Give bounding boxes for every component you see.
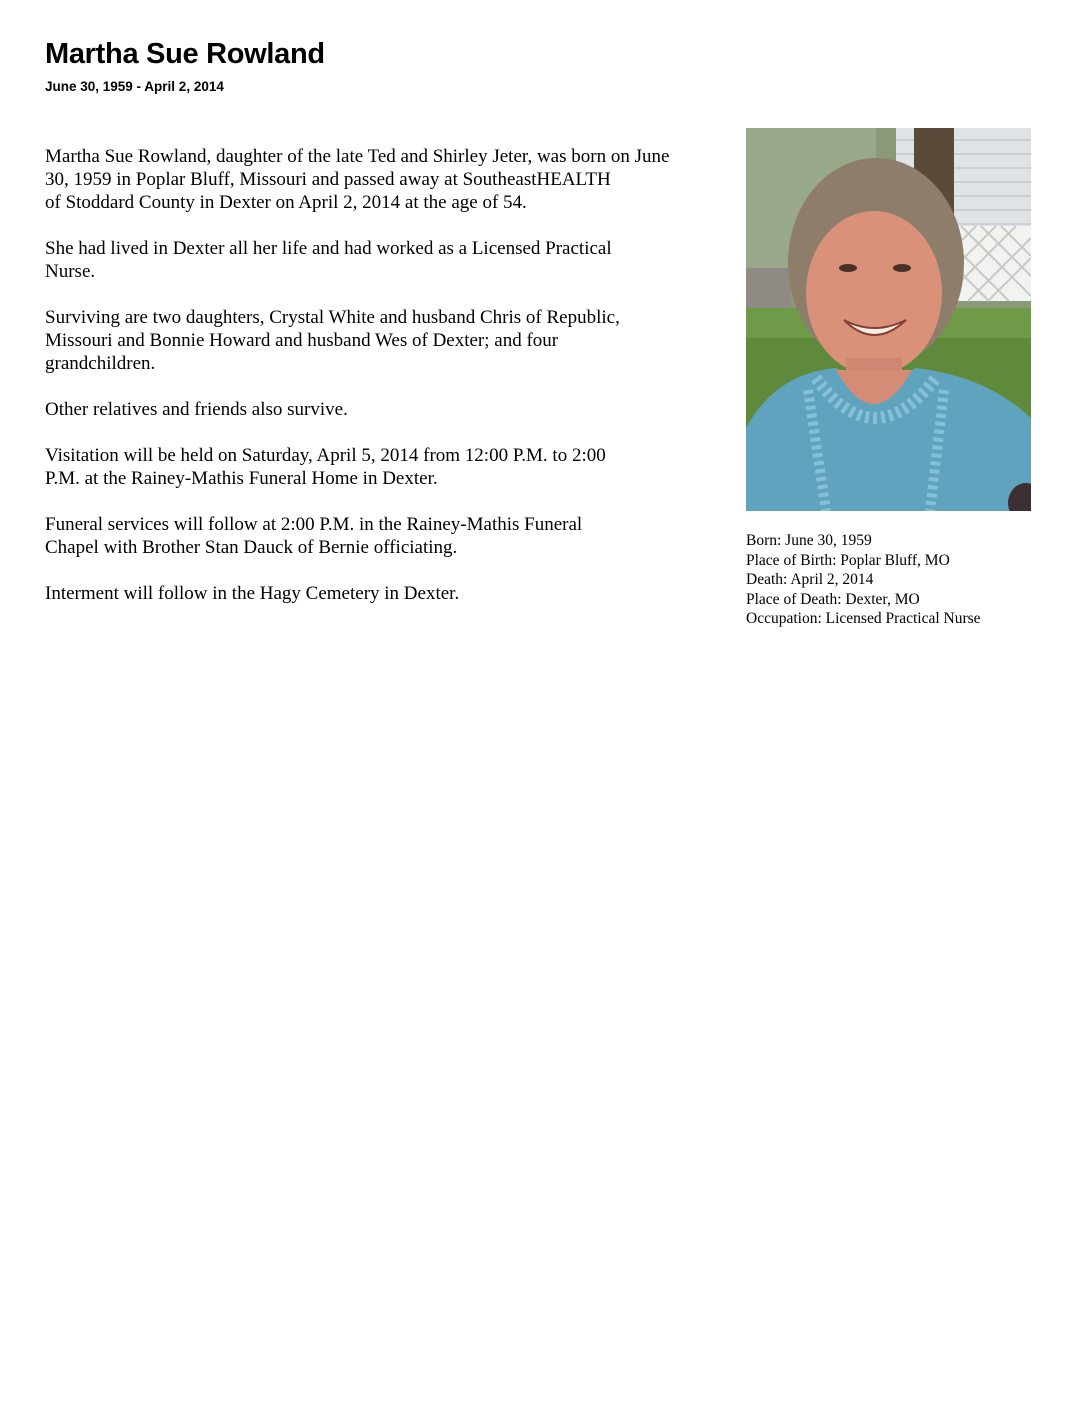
portrait-photo bbox=[746, 128, 1031, 511]
paragraph-funeral: Funeral services will follow at 2:00 P.M. in the Rainey-Mathis Funeral Chapel with Brother Stan Dauck of Bernie officiating. bbox=[45, 514, 583, 558]
obituary-body bbox=[45, 145, 775, 628]
paragraph-life: She had lived in Dexter all her life and had worked as a Licensed Practical Nurse. bbox=[45, 238, 612, 282]
fact-occupation: Occupation: Licensed Practical Nurse bbox=[746, 610, 981, 627]
fact-place-of-death: Place of Death: Dexter, MO bbox=[746, 590, 920, 608]
paragraph-other-relatives: Other relatives and friends also survive. bbox=[45, 399, 348, 420]
fact-death: Death: April 2, 2014 bbox=[746, 571, 874, 588]
paragraph-survivors: Surviving are two daughters, Crystal White and husband Chris of Republic, Missouri and Bonnie Howard and husband Wes of Dexter; and four grandchildren. bbox=[45, 307, 620, 374]
paragraph-visitation: Visitation will be held on Saturday, April 5, 2014 from 12:00 P.M. to 2:00 P.M. at the Rainey-Mathis Funeral Home in Dexter. bbox=[45, 445, 606, 489]
paragraph-interment: Interment will follow in the Hagy Cemetery in Dexter. bbox=[45, 583, 460, 604]
fact-place-of-birth: Place of Birth: Poplar Bluff, MO bbox=[746, 551, 950, 569]
life-dates: June 30, 1959 - April 2, 2014 bbox=[45, 79, 224, 94]
vital-facts bbox=[746, 531, 1076, 629]
obituary-name: Martha Sue Rowland bbox=[45, 38, 325, 70]
paragraph-birth-death: Martha Sue Rowland, daughter of the late Ted and Shirley Jeter, was born on June 30, 1959 in Poplar Bluff, Missouri and passed away at SoutheastHEALTH of Stoddard County in Dexter on April 2, 2014 at the age of 54. bbox=[45, 146, 670, 213]
fact-born: Born: June 30, 1959 bbox=[746, 532, 872, 549]
